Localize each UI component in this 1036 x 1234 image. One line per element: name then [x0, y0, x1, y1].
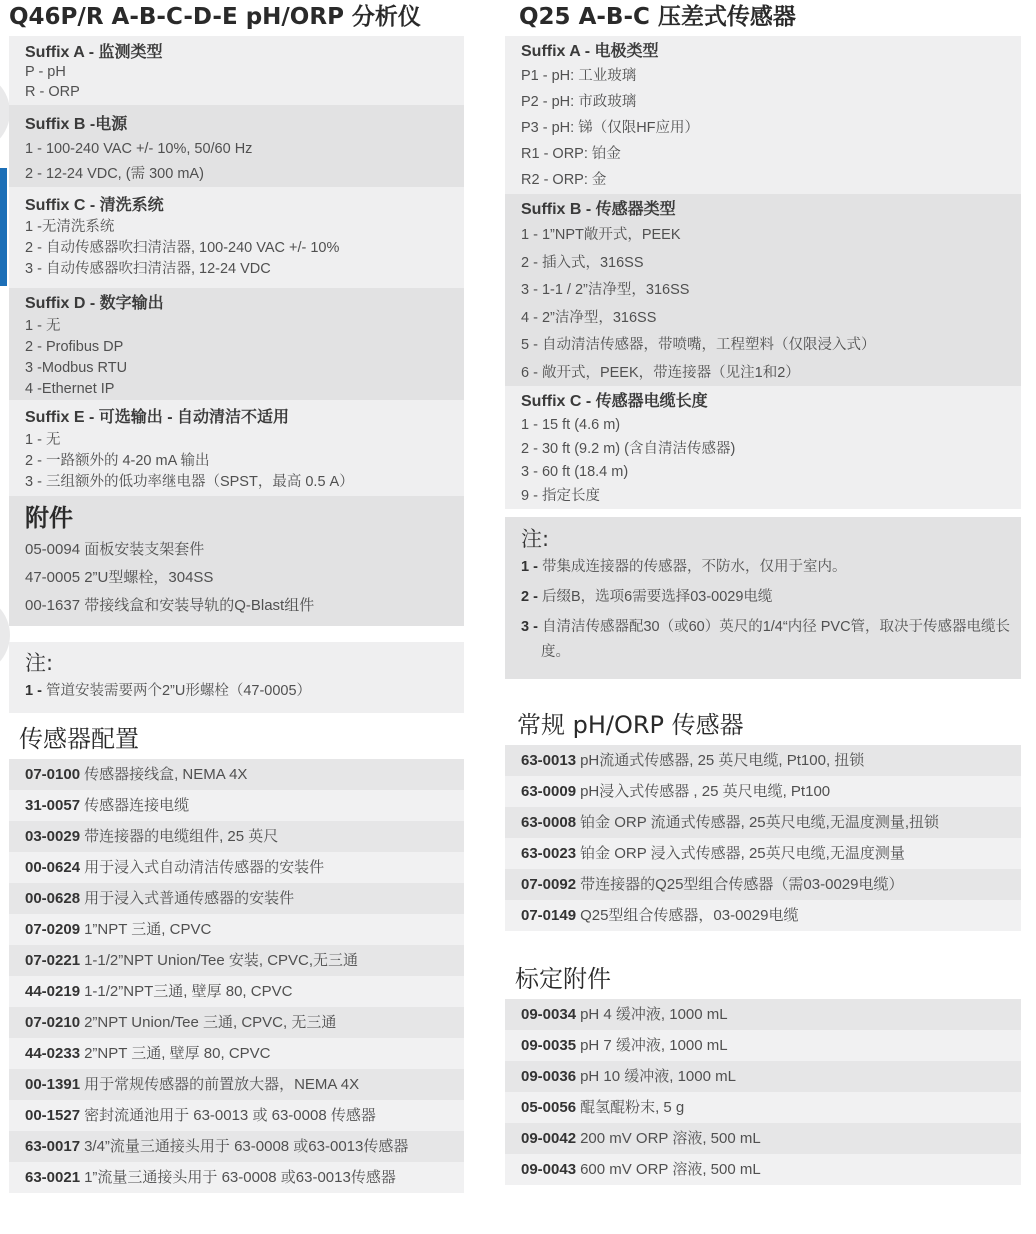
part-number: 07-0092	[521, 876, 577, 893]
accessories-box	[9, 496, 464, 626]
suffix-title: Suffix E - 可选输出 - 自动清洁不适用	[25, 409, 290, 426]
table-row	[9, 1100, 464, 1131]
note-text: 自清洁传感器配30（或60）英尺的1/4“内径 PVC管，取决于传感器电缆长度。	[541, 619, 1011, 660]
suffix-option: R2 - ORP: 金	[521, 172, 607, 188]
part-number: 00-1391	[25, 1076, 81, 1093]
part-number: 09-0043	[521, 1161, 577, 1178]
part-description: 铂金 ORP 浸入式传感器, 25英尺电缆,无温度测量	[580, 845, 905, 862]
part-description: 用于浸入式普通传感器的安装件	[84, 890, 295, 907]
suffix-option: P2 - pH: 市政玻璃	[521, 94, 637, 110]
right-column	[505, 0, 1021, 1185]
suffix-option: 3 - 自动传感器吹扫清洁器, 12-24 VDC	[25, 261, 271, 277]
suffix-option: 1 - 100-240 VAC +/- 10%, 50/60 Hz	[25, 141, 253, 157]
regular-sensors-title: 常规 pH/ORP 传感器	[517, 711, 744, 739]
suffix-option: 2 - 插入式，316SS	[521, 254, 644, 271]
part-description: 用于常规传感器的前置放大器，NEMA 4X	[84, 1076, 360, 1093]
suffix-option: 9 - 指定长度	[521, 487, 600, 504]
suffix-option: 2 - 自动传感器吹扫清洁器, 100-240 VAC +/- 10%	[25, 240, 340, 256]
part-description: 传感器连接电缆	[84, 797, 190, 814]
part-number: 07-0149	[521, 907, 577, 924]
table-row	[9, 883, 464, 914]
suffix-c-box	[505, 386, 1021, 509]
part-number: 09-0035	[521, 1037, 577, 1054]
table-row	[505, 1030, 1021, 1061]
suffix-option: 3 - 1-1 / 2”洁净型，316SS	[521, 282, 690, 298]
suffix-option: 2 - Profibus DP	[25, 339, 124, 355]
suffix-title: Suffix A - 监测类型	[25, 44, 163, 61]
part-description: 带连接器的Q25型组合传感器（需03-0029电缆）	[580, 876, 904, 893]
accessories-title: 附件	[25, 504, 73, 532]
part-description: pH 10 缓冲液, 1000 mL	[580, 1068, 736, 1085]
part-description: 2”NPT 三通, 壁厚 80, CPVC	[84, 1045, 271, 1062]
calibration-title: 标定附件	[515, 965, 611, 993]
table-row	[9, 1007, 464, 1038]
suffix-option: P - pH	[25, 64, 66, 80]
part-description: pH 7 缓冲液, 1000 mL	[580, 1037, 728, 1054]
suffix-a-box	[9, 36, 464, 105]
table-row	[505, 1123, 1021, 1154]
part-number: 63-0017	[25, 1138, 81, 1155]
note-number: 2 -	[521, 589, 538, 605]
table-row	[505, 807, 1021, 838]
suffix-option: 1 - 无	[25, 432, 61, 448]
suffix-option: R - ORP	[25, 84, 80, 100]
part-number: 63-0013	[521, 752, 577, 769]
table-row	[9, 1162, 464, 1193]
suffix-title: Suffix B - 传感器类型	[521, 201, 676, 218]
notes-title: 注:	[25, 651, 54, 675]
notes-title: 注:	[521, 527, 550, 551]
suffix-option: 1 -无清洗系统	[25, 219, 115, 235]
table-row	[505, 838, 1021, 869]
table-row	[9, 852, 464, 883]
part-description: pH流通式传感器, 25 英尺电缆, Pt100, 扭锁	[580, 752, 865, 769]
table-row	[505, 999, 1021, 1030]
part-number: 63-0021	[25, 1169, 81, 1186]
suffix-option: 5 - 自动清洁传感器，带喷嘴，工程塑料（仅限浸入式）	[521, 337, 876, 353]
suffix-option: 4 -Ethernet IP	[25, 381, 115, 397]
table-row	[9, 1131, 464, 1162]
part-number: 44-0233	[25, 1045, 81, 1062]
part-number: 09-0036	[521, 1068, 577, 1085]
sensor-config-title: 传感器配置	[19, 725, 139, 753]
sensor-title: Q25 A-B-C 压差式传感器	[519, 4, 796, 30]
part-number: 31-0057	[25, 797, 81, 814]
part-number: 07-0221	[25, 952, 81, 969]
part-description: pH 4 缓冲液, 1000 mL	[580, 1006, 728, 1023]
part-number: 05-0056	[521, 1099, 577, 1116]
part-description: 传感器接线盒, NEMA 4X	[84, 766, 248, 783]
accent-bar	[0, 168, 7, 286]
part-description: 1”流量三通接头用于 63-0008 或63-0013传感器	[84, 1169, 396, 1186]
part-number: 09-0034	[521, 1006, 577, 1023]
table-row	[9, 759, 464, 790]
suffix-title: Suffix B -电源	[25, 116, 128, 133]
note-item	[521, 615, 1013, 665]
part-description: 600 mV ORP 溶液, 500 mL	[580, 1161, 761, 1178]
table-row	[505, 869, 1021, 900]
note-number: 3 -	[521, 619, 538, 635]
table-row	[505, 1154, 1021, 1185]
suffix-title: Suffix D - 数字输出	[25, 295, 164, 312]
regular-sensors-table	[505, 745, 1021, 931]
part-description: 用于浸入式自动清洁传感器的安装件	[84, 859, 325, 876]
part-number: 07-0209	[25, 921, 81, 938]
suffix-e-box	[9, 400, 464, 496]
note-text: 后缀B，选项6需要选择03-0029电缆	[541, 589, 773, 605]
part-number: 09-0042	[521, 1130, 577, 1147]
part-description: 1-1/2”NPT三通, 壁厚 80, CPVC	[84, 983, 293, 1000]
suffix-d-box	[9, 288, 464, 400]
table-row	[505, 900, 1021, 931]
accessory-item: 47-0005 2”U型螺栓，304SS	[25, 569, 214, 586]
part-number: 00-0628	[25, 890, 81, 907]
part-number: 07-0100	[25, 766, 81, 783]
part-description: 2”NPT Union/Tee 三通, CPVC, 无三通	[84, 1014, 337, 1031]
part-description: 3/4”流量三通接头用于 63-0008 或63-0013传感器	[84, 1138, 409, 1155]
suffix-option: 1 - 1”NPT敞开式，PEEK	[521, 227, 681, 243]
part-description: 1-1/2”NPT Union/Tee 安装, CPVC,无三通	[84, 952, 359, 969]
suffix-option: 2 - 30 ft (9.2 m) (含自清洁传感器)	[521, 440, 736, 457]
suffix-title: Suffix C - 传感器电缆长度	[521, 393, 708, 410]
part-number: 07-0210	[25, 1014, 81, 1031]
part-number: 63-0009	[521, 783, 577, 800]
suffix-b-box	[505, 194, 1021, 386]
table-row	[9, 914, 464, 945]
sensor-config-table	[9, 759, 464, 1193]
table-row	[505, 745, 1021, 776]
part-description: 带连接器的电缆组件, 25 英尺	[84, 828, 279, 845]
note-item	[25, 678, 464, 704]
part-number: 03-0029	[25, 828, 81, 845]
suffix-option: 6 - 敞开式，PEEK，带连接器（见注1和2）	[521, 364, 800, 381]
part-description: pH浸入式传感器 , 25 英尺电缆, Pt100	[580, 783, 831, 800]
part-number: 00-0624	[25, 859, 81, 876]
note-text: 管道安装需要两个2”U形螺栓（47-0005）	[45, 683, 312, 699]
table-row	[9, 1038, 464, 1069]
table-row	[505, 1061, 1021, 1092]
suffix-option: 1 - 无	[25, 318, 61, 334]
suffix-option: 2 - 12-24 VDC, (需 300 mA)	[25, 166, 204, 182]
table-row	[9, 790, 464, 821]
table-row	[9, 821, 464, 852]
note-number: 1 -	[521, 559, 538, 575]
table-row	[9, 976, 464, 1007]
accessory-item: 05-0094 面板安装支架套件	[25, 541, 205, 558]
suffix-option: 3 - 三组额外的低功率继电器（SPST，最高 0.5 A）	[25, 474, 354, 490]
suffix-a-box	[505, 36, 1021, 194]
suffix-option: R1 - ORP: 铂金	[521, 146, 621, 162]
suffix-option: P3 - pH: 锑（仅限HF应用）	[521, 120, 700, 136]
table-row	[9, 945, 464, 976]
notes-box	[9, 642, 464, 713]
part-number: 63-0023	[521, 845, 577, 862]
analyzer-title: Q46P/R A-B-C-D-E pH/ORP 分析仪	[9, 4, 421, 30]
suffix-option: 4 - 2”洁净型，316SS	[521, 309, 657, 326]
part-number: 44-0219	[25, 983, 81, 1000]
part-description: 铂金 ORP 流通式传感器, 25英尺电缆,无温度测量,扭锁	[580, 814, 939, 831]
part-description: 密封流通池用于 63-0013 或 63-0008 传感器	[84, 1107, 376, 1124]
part-number: 63-0008	[521, 814, 577, 831]
part-description: Q25型组合传感器，03-0029电缆	[580, 907, 799, 924]
part-number: 00-1527	[25, 1107, 81, 1124]
table-row	[9, 1069, 464, 1100]
table-row	[505, 776, 1021, 807]
suffix-c-box	[9, 187, 464, 288]
suffix-option: P1 - pH: 工业玻璃	[521, 68, 637, 84]
suffix-option: 3 - 60 ft (18.4 m)	[521, 464, 629, 480]
suffix-title: Suffix A - 电极类型	[521, 43, 659, 60]
accessory-item: 00-1637 带接线盒和安装导轨的Q-Blast组件	[25, 597, 315, 614]
note-number: 1 -	[25, 683, 42, 699]
suffix-b-box	[9, 105, 464, 187]
table-row	[505, 1092, 1021, 1123]
note-text: 带集成连接器的传感器，不防水，仅用于室内。	[541, 559, 847, 575]
calibration-table	[505, 999, 1021, 1185]
suffix-option: 1 - 15 ft (4.6 m)	[521, 417, 621, 433]
part-description: 醌氢醌粉末, 5 g	[580, 1099, 685, 1116]
suffix-option: 2 - 一路额外的 4-20 mA 输出	[25, 453, 210, 469]
suffix-title: Suffix C - 清洗系统	[25, 197, 164, 214]
part-description: 200 mV ORP 溶液, 500 mL	[580, 1130, 761, 1147]
note-item	[521, 553, 1013, 581]
suffix-option: 3 -Modbus RTU	[25, 360, 128, 376]
note-item	[521, 583, 1013, 611]
notes-box	[505, 517, 1021, 679]
left-column	[9, 0, 464, 1193]
part-description: 1”NPT 三通, CPVC	[84, 921, 212, 938]
